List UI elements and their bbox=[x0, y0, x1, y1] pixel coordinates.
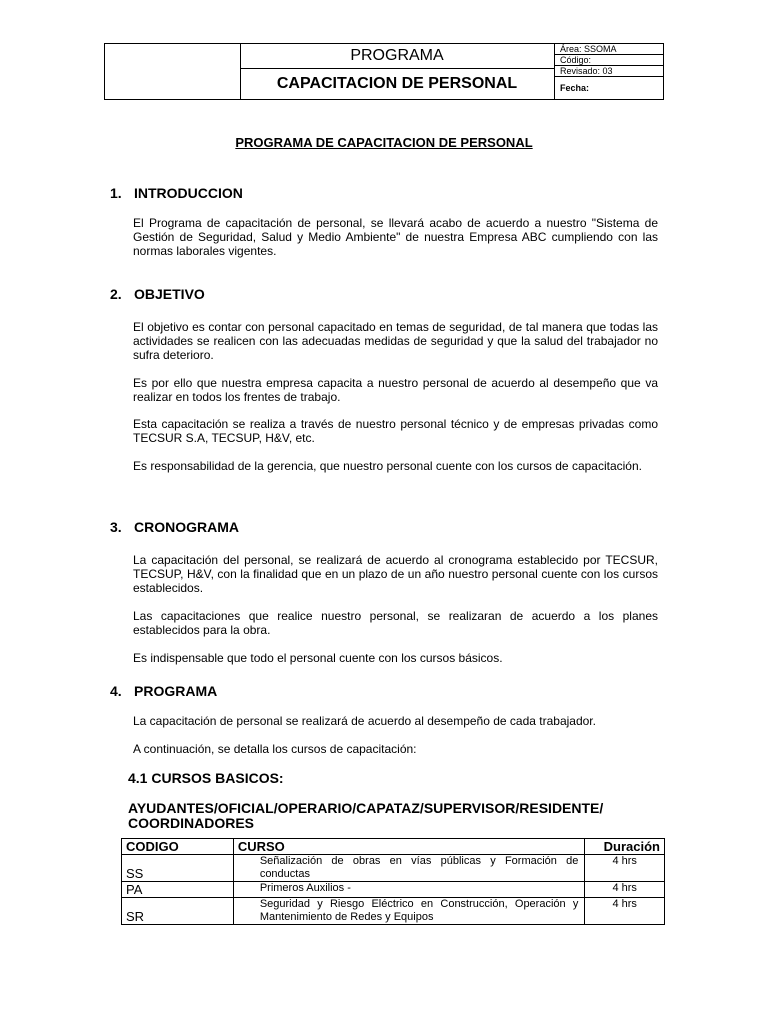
section-number: 3. bbox=[110, 519, 122, 535]
paragraph: El objetivo es contar con personal capacitado en temas de seguridad, de tal manera que todas las actividades se realicen con las adecuadas medidas de seguridad y que la salud del trabajador no sufra deterioro. bbox=[133, 320, 658, 362]
table-header-row bbox=[122, 839, 665, 855]
document-title: PROGRAMA DE CAPACITACION DE PERSONAL bbox=[235, 135, 533, 150]
section-title: OBJETIVO bbox=[134, 286, 205, 302]
section-number: 4. bbox=[110, 683, 122, 699]
section-number: 2. bbox=[110, 286, 122, 302]
cell-code: SS bbox=[122, 855, 234, 882]
cell-duracion: 4 hrs bbox=[585, 855, 665, 882]
table-row bbox=[122, 898, 665, 925]
paragraph: Es responsabilidad de la gerencia, que nuestro personal cuente con los cursos de capacitación. bbox=[133, 459, 642, 473]
paragraph: A continuación, se detalla los cursos de capacitación: bbox=[133, 742, 417, 756]
cell-curso: Seguridad y Riesgo Eléctrico en Construcción, Operación y Mantenimiento de Redes y Equipos bbox=[233, 898, 585, 925]
section-title: INTRODUCCION bbox=[134, 185, 243, 201]
logo-cell bbox=[105, 44, 241, 99]
header-program: PROGRAMA bbox=[240, 44, 554, 69]
header-title: CAPACITACION DE PERSONAL bbox=[276, 75, 518, 92]
column-header-curso: CURSO bbox=[233, 839, 585, 855]
section-heading-objetivo bbox=[110, 286, 205, 302]
header-title-block bbox=[240, 44, 555, 99]
paragraph: Es por ello que nuestra empresa capacita a nuestro personal de acuerdo al desempeño que va realizar en todos los frentes de trabajo. bbox=[133, 376, 658, 404]
header-codigo: Código: bbox=[555, 55, 663, 66]
cell-duracion: 4 hrs bbox=[585, 898, 665, 925]
section-heading-programa bbox=[110, 683, 217, 699]
section-heading-cronograma bbox=[110, 519, 239, 535]
table-row bbox=[122, 882, 665, 898]
cell-curso: Primeros Auxilios - bbox=[233, 882, 585, 898]
roles-heading: AYUDANTES/OFICIAL/OPERARIO/CAPATAZ/SUPERVISOR/RESIDENTE/ COORDINADORES bbox=[128, 800, 604, 831]
column-header-codigo: CODIGO bbox=[122, 839, 234, 855]
cell-code: SR bbox=[122, 898, 234, 925]
header-meta bbox=[555, 44, 663, 99]
paragraph: El Programa de capacitación de personal, se llevará acabo de acuerdo a nuestro "Sistema de Gestión de Seguridad, Salud y Medio Ambiente" de nuestra Empresa ABC cumpliendo con las normas laborales vigentes. bbox=[133, 216, 658, 258]
section-title: CRONOGRAMA bbox=[134, 519, 239, 535]
header-revisado: Revisado: 03 bbox=[555, 66, 663, 77]
cell-code: PA bbox=[122, 882, 234, 898]
column-header-duracion: Duración bbox=[585, 839, 665, 855]
paragraph: Las capacitaciones que realice nuestro personal, se realizaran de acuerdo a los planes establecidos para la obra. bbox=[133, 609, 658, 637]
header-fecha: Fecha: bbox=[560, 83, 590, 93]
section-number: 1. bbox=[110, 185, 122, 201]
courses-table bbox=[121, 838, 665, 925]
paragraph: Esta capacitación se realiza a través de nuestro personal técnico y de empresas privadas como TECSUR S.A, TECSUP, H&V, etc. bbox=[133, 417, 658, 445]
header-area: Área: SSOMA bbox=[555, 44, 663, 55]
document-header bbox=[104, 43, 664, 100]
paragraph: La capacitación del personal, se realizará de acuerdo al cronograma establecido por TECSUR, TECSUP, H&V, con la finalidad que en un plazo de un año nuestro personal cuente con los cursos establecidos. bbox=[133, 553, 658, 595]
table-row bbox=[122, 855, 665, 882]
cell-curso: Señalización de obras en vías públicas y Formación de conductas bbox=[233, 855, 585, 882]
section-title: PROGRAMA bbox=[134, 683, 218, 699]
paragraph: Es indispensable que todo el personal cuente con los cursos básicos. bbox=[133, 651, 503, 665]
subsection-heading: 4.1 CURSOS BASICOS: bbox=[128, 770, 284, 786]
paragraph: La capacitación de personal se realizará de acuerdo al desempeño de cada trabajador. bbox=[133, 714, 596, 728]
cell-duracion: 4 hrs bbox=[585, 882, 665, 898]
section-heading-introduccion bbox=[110, 185, 243, 201]
